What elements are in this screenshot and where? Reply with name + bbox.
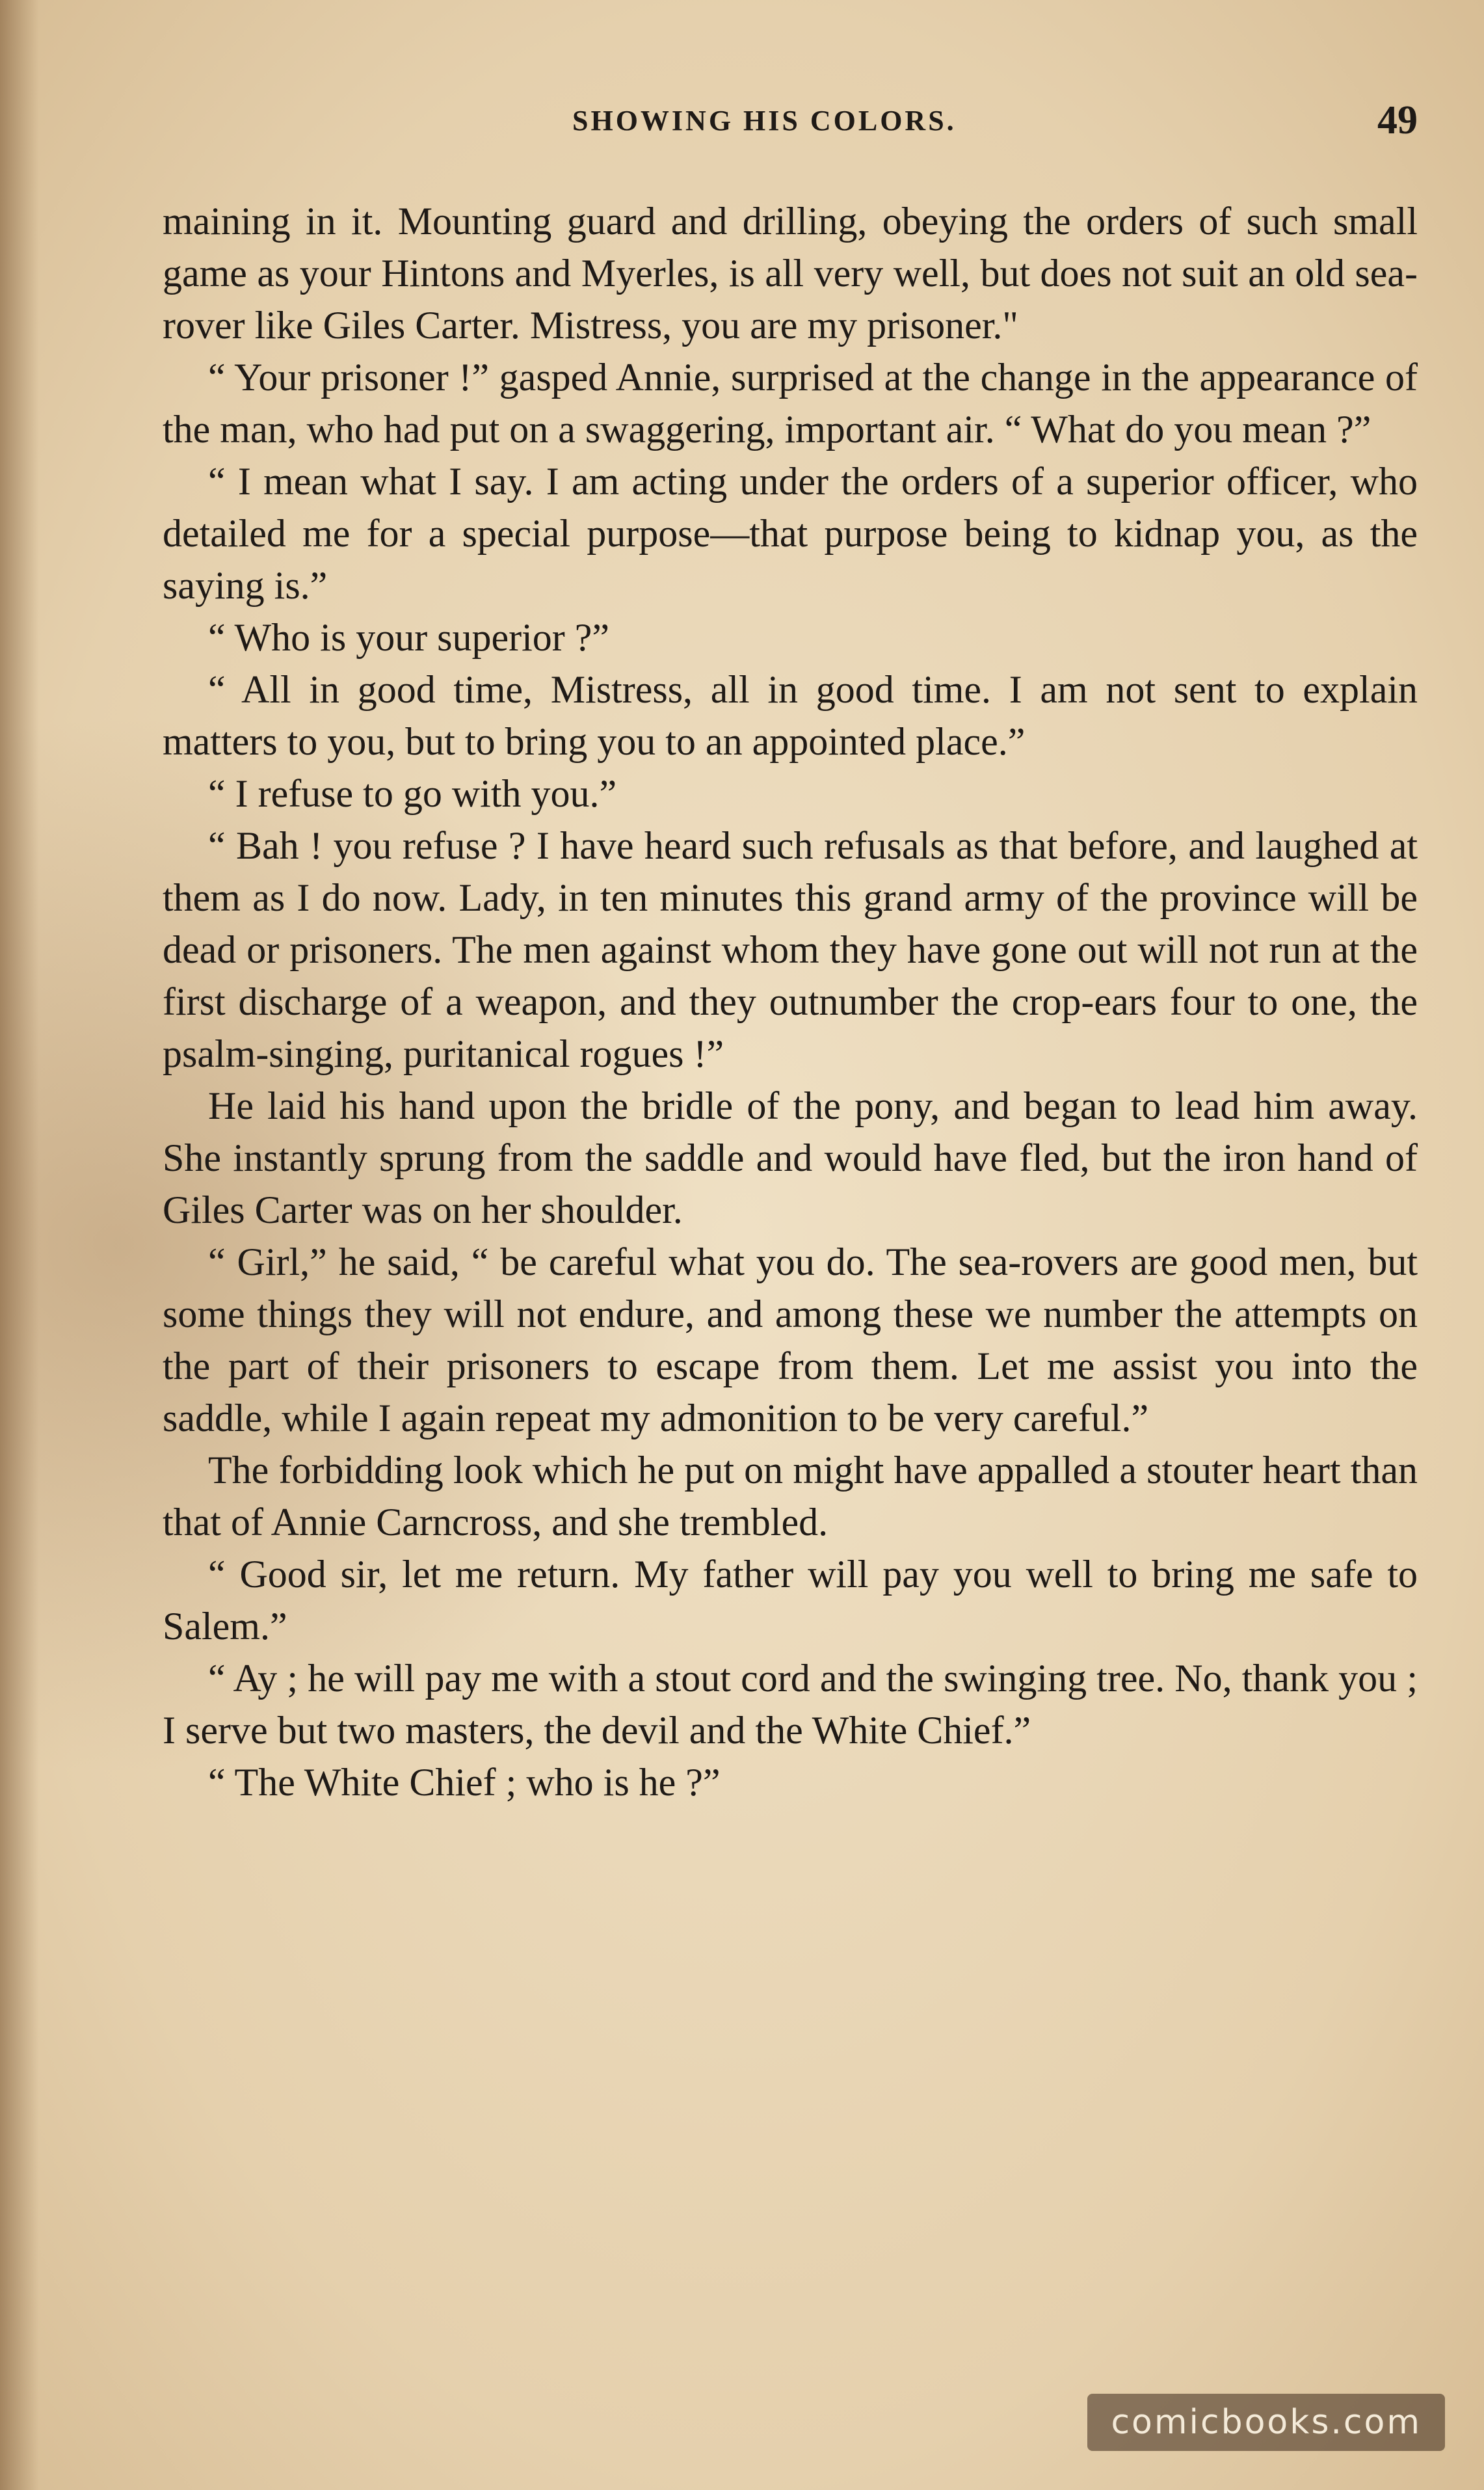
page-gutter-shadow: [0, 0, 39, 2490]
page-number: 49: [1377, 98, 1418, 142]
running-head: SHOWING HIS COLORS.: [572, 105, 957, 137]
paragraph: “ I mean what I say. I am acting under the orders of a superior officer, who detailed me for a special purpose—that purpose being to kidnap you, as the saying is.”: [163, 460, 1418, 607]
paragraph: “ Who is your superior ?”: [208, 616, 610, 659]
paragraph: “ Ay ; he will pay me with a stout cord and the swinging tree. No, thank you ; I serve but two masters, the devil and the White Chief.”: [163, 1657, 1418, 1752]
paragraph: “ Bah ! you refuse ? I have heard such refusals as that before, and laughed at them as I do now. Lady, in ten minutes this grand army of the province will be dead or prisoners. The men against whom they have gone out will not run at the first discharge of a weapon, and they outnumber the crop-ears four to one, the psalm-singing, puritanical rogues !”: [163, 824, 1418, 1075]
paragraph: “ The White Chief ; who is he ?”: [208, 1761, 721, 1804]
paragraph: maining in it. Mounting guard and drilling, obeying the orders of such small game as your Hintons and Myerles, is all very well, but does not suit an old sea-rover like Giles Carter. Mistress, you are my prisoner.": [163, 200, 1418, 347]
watermark: comicbooks.com: [1087, 2394, 1445, 2451]
body-text: [163, 195, 1418, 1808]
paragraph: “ All in good time, Mistress, all in good time. I am not sent to explain matters to you, but to bring you to an appointed place.”: [163, 668, 1418, 763]
paragraph: “ Your prisoner !” gasped Annie, surprised at the change in the appearance of the man, who had put on a swaggering, important air. “ What do you mean ?”: [163, 356, 1418, 451]
paragraph: The forbidding look which he put on might have appalled a stouter heart than that of Annie Carncross, and she trembled.: [163, 1449, 1418, 1544]
paragraph: “ Girl,” he said, “ be careful what you do. The sea-rovers are good men, but some things they will not endure, and among these we number the attempts on the part of their prisoners to escape from them. Let me assist you into the saddle, while I again repeat my admonition to be very careful.”: [163, 1240, 1418, 1439]
page-header: [163, 98, 1418, 156]
paragraph: “ I refuse to go with you.”: [208, 772, 617, 815]
paragraph: “ Good sir, let me return. My father will pay you well to bring me safe to Salem.”: [163, 1553, 1418, 1648]
paragraph: He laid his hand upon the bridle of the pony, and began to lead him away. She instantly sprung from the saddle and would have fled, but the iron hand of Giles Carter was on her shoulder.: [163, 1084, 1418, 1231]
